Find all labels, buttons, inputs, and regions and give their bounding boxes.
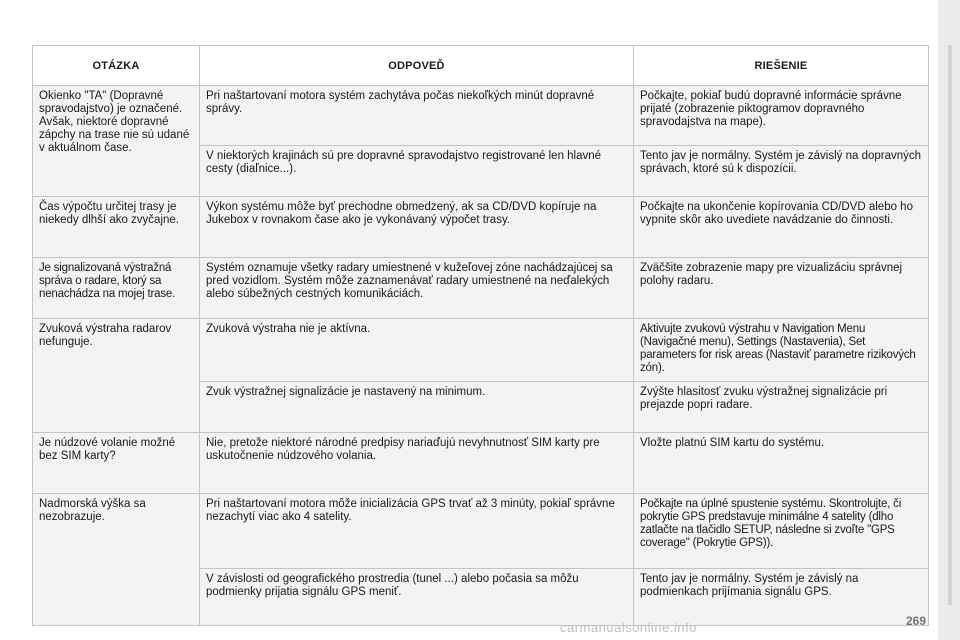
answer-cell: Výkon systému môže byť prechodne obmedzený, ak sa CD/DVD kopíruje na Jukebox v rovnakom čase ako je vykonávaný výpočet trasy. [200, 197, 634, 258]
question-cell: Je signalizovaná výstražná správa o radare, ktorý sa nenachádza na mojej trase. [33, 258, 200, 319]
answer-cell: V niektorých krajinách sú pre dopravné spravodajstvo registrované len hlavné cesty (diaľnice...). [200, 145, 634, 196]
watermark: carmanualsonline.info [560, 620, 697, 635]
solution-cell: Počkajte na úplné spustenie systému. Skontrolujte, či pokrytie GPS predstavuje minimálne 4 satelity (dlho zatlačte na tlačidlo SETUP, následne si zvoľte "GPS coverage" (Pokrytie GPS)). [634, 494, 929, 569]
header-question: OTÁZKA [33, 46, 200, 86]
solution-cell: Zvýšte hlasitosť zvuku výstražnej signalizácie pri prejazde popri radare. [634, 382, 929, 433]
answer-cell: Pri naštartovaní motora môže inicializácia GPS trvať až 3 minúty, pokiaľ správne nezachytí viac ako 4 satelity. [200, 494, 634, 569]
table-row [33, 197, 929, 258]
solution-cell: Vložte platnú SIM kartu do systému. [634, 433, 929, 494]
solution-cell: Počkajte na ukončenie kopírovania CD/DVD alebo ho vypnite skôr ako uvediete navádzanie do činnosti. [634, 197, 929, 258]
question-cell: Zvuková výstraha radarov nefunguje. [33, 319, 200, 433]
question-cell: Čas výpočtu určitej trasy je niekedy dlhší ako zvyčajne. [33, 197, 200, 258]
page-number: 269 [906, 614, 927, 628]
solution-cell: Počkajte, pokiaľ budú dopravné informácie správne prijaté (zobrazenie piktogramov dopravného spravodajstva na mape). [634, 86, 929, 146]
solution-cell: Aktivujte zvukovú výstrahu v Navigation Menu (Navigačné menu), Settings (Nastavenia), Set parameters for risk areas (Nastaviť parametre rizikových zón). [634, 319, 929, 382]
table-row [33, 433, 929, 494]
page-side-strip [938, 0, 960, 640]
table-row [33, 86, 929, 146]
question-cell: Nadmorská výška sa nezobrazuje. [33, 494, 200, 626]
answer-cell: V závislosti od geografického prostredia (tunel ...) alebo počasia sa môžu podmienky prijatia signálu GPS meniť. [200, 569, 634, 626]
table-row [33, 494, 929, 569]
solution-cell: Tento jav je normálny. Systém je závislý na dopravných správach, ktoré sú k dispozícii. [634, 145, 929, 196]
header-solution: RIEŠENIE [634, 46, 929, 86]
faq-table [32, 45, 929, 626]
answer-cell: Systém oznamuje všetky radary umiestnené v kužeľovej zóne nachádzajúcej sa pred vozidlom. Systém môže zaznamenávať radary umiestnené na neďalekých alebo súbežných cestných komunikáciách. [200, 258, 634, 319]
solution-cell: Tento jav je normálny. Systém je závislý na podmienkach prijímania signálu GPS. [634, 569, 929, 626]
table-row [33, 319, 929, 382]
question-cell: Je núdzové volanie možné bez SIM karty? [33, 433, 200, 494]
header-answer: ODPOVEĎ [200, 46, 634, 86]
scroll-track [948, 45, 952, 605]
answer-cell: Pri naštartovaní motora systém zachytáva počas niekoľkých minút dopravné správy. [200, 86, 634, 146]
answer-cell: Nie, pretože niektoré národné predpisy nariaďujú nevyhnutnosť SIM karty pre uskutočnenie núdzového volania. [200, 433, 634, 494]
solution-cell: Zväčšite zobrazenie mapy pre vizualizáciu správnej polohy radaru. [634, 258, 929, 319]
answer-cell: Zvuk výstražnej signalizácie je nastavený na minimum. [200, 382, 634, 433]
header-row [33, 46, 929, 86]
table-row [33, 258, 929, 319]
question-cell: Okienko "TA" (Dopravné spravodajstvo) je označené. Avšak, niektoré dopravné zápchy na trase nie sú udané v aktuálnom čase. [33, 86, 200, 197]
answer-cell: Zvuková výstraha nie je aktívna. [200, 319, 634, 382]
